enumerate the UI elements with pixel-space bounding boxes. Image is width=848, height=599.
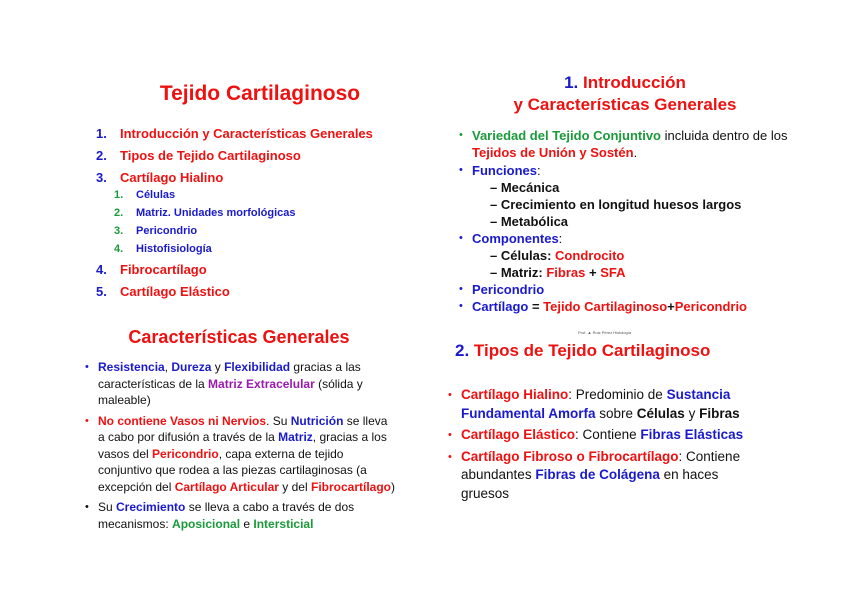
- slide2-bullets: [458, 127, 803, 315]
- slide2-footer: Prof. ▲ Ruiz Pérez Histología: [578, 330, 632, 335]
- bullet-crecimiento: • Su Crecimiento se lleva a cabo a través de dos mecanismos: Aposicional e Intersticial: [85, 500, 355, 531]
- bullet-pericondrio: • Pericondrio: [459, 282, 545, 297]
- bullet-cartilago: • Cartílago = Tejido Cartilaginoso+Pericondrio: [459, 299, 748, 314]
- bullet-componentes: • Componentes: – Células: Condrocito – Matriz: Fibras + SFA: [458, 230, 803, 281]
- bullet-variedad: • Variedad del Tejido Conjuntivo incluida dentro de los Tejidos de Unión y Sostén.: [459, 128, 788, 160]
- bullet-elastico: • Cartílago Elástico: Contiene Fibras Elásticas: [448, 427, 744, 442]
- toc-item: 4. Fibrocartílago: [96, 262, 207, 277]
- slide4-bullets: [447, 386, 765, 503]
- toc-item: 1. Introducción y Características Generales: [96, 126, 373, 141]
- slide4-title: 2. Tipos de Tejido Cartilaginoso: [455, 341, 711, 360]
- slide1-title: Tejido Cartilaginoso: [159, 82, 361, 105]
- bullet-resistencia: • Resistencia, Dureza y Flexibilidad gracias a las características de la Matriz Extracelular (sólida y maleable): [85, 360, 363, 407]
- bullet-vasos: • No contiene Vasos ni Nervios. Su Nutrición se lleva a cabo por difusión a través de la Matriz, gracias a los vasos del Pericondrio, capa externa de tejido conjuntivo que rodea a las piezas cartilaginosas (a excepción del Cartílago Articular y del Fibrocartílago): [85, 413, 395, 494]
- bullet-funciones: • Funciones: – Mecánica – Crecimiento en longitud huesos largos – Metabólica: [458, 162, 803, 230]
- subitem: – Matriz: Fibras + SFA: [490, 265, 626, 280]
- slide3-title: Características Generales: [128, 327, 350, 347]
- toc-item: 3. Cartílago Hialino: [96, 170, 224, 185]
- toc-item: 5. Cartílago Elástico: [96, 284, 230, 299]
- subitem: – Células: Condrocito: [490, 248, 625, 263]
- slide3-bullets: [84, 359, 396, 532]
- toc-item: 2. Tipos de Tejido Cartilaginoso: [96, 148, 301, 163]
- toc-subitem: 1. Células: [114, 189, 176, 201]
- toc-subitem: 3. Pericondrio: [114, 225, 198, 237]
- subitem: – Crecimiento en longitud huesos largos: [490, 197, 742, 212]
- bullet-fibroso: • Cartílago Fibroso o Fibrocartílago: Contiene abundantes Fibras de Colágena en haces gruesos: [448, 448, 741, 501]
- slide2-title: 1. Introducción y Características Generales: [513, 73, 737, 114]
- subitem: – Mecánica: [490, 180, 560, 195]
- toc-subitem: 2. Matriz. Unidades morfológicas: [114, 207, 296, 219]
- toc-list: [96, 126, 373, 306]
- subitem: – Metabólica: [490, 214, 569, 229]
- toc-subitem: 4. Histofisiología: [114, 243, 212, 255]
- bullet-hialino: • Cartílago Hialino: Predominio de Sustancia Fundamental Amorfa sobre Células y Fibras: [448, 387, 740, 421]
